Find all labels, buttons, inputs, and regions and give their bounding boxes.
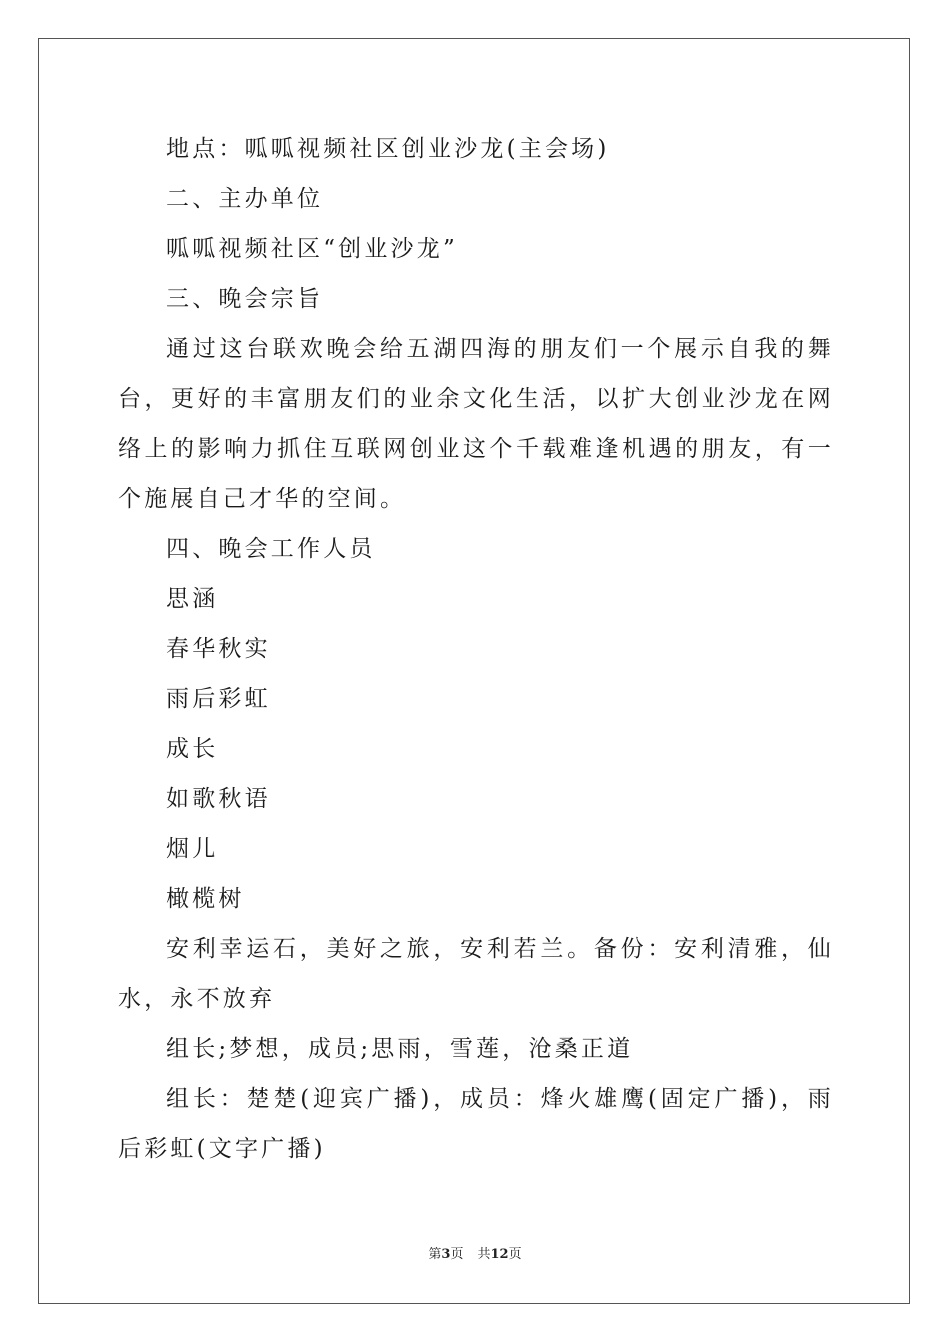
heading-staff: 四、晚会工作人员 [166, 536, 376, 562]
paragraph-team-b: 组长：楚楚(迎宾广播)，成员：烽火雄鹰(固定广播)，雨后彩虹(文字广播) [118, 1086, 834, 1162]
footer-total-suffix: 页 [508, 1247, 522, 1262]
page-footer [0, 1246, 950, 1264]
paragraph-staff-list: 安利幸运石，美好之旅，安利若兰。备份：安利清雅，仙水，永不放弃 [118, 936, 834, 1012]
staff-item: 橄榄树 [166, 886, 245, 912]
footer-page-number: 3 [441, 1247, 451, 1262]
staff-item: 思涵 [166, 586, 219, 612]
staff-item: 烟儿 [166, 836, 219, 862]
staff-item: 成长 [166, 736, 219, 762]
staff-item: 雨后彩虹 [166, 686, 271, 712]
footer-page-prefix: 第 [428, 1247, 442, 1262]
footer-page-suffix: 页 [450, 1247, 464, 1262]
paragraph-organizer: 呱呱视频社区“创业沙龙” [166, 236, 458, 262]
heading-organizer: 二、主办单位 [166, 186, 324, 212]
paragraph-team-a: 组长;梦想，成员;思雨，雪莲，沧桑正道 [166, 1036, 634, 1062]
heading-purpose: 三、晚会宗旨 [166, 286, 324, 312]
footer-total-pages: 12 [490, 1247, 509, 1262]
document-body [118, 124, 834, 1174]
staff-item: 春华秋实 [166, 636, 271, 662]
paragraph-purpose: 通过这台联欢晚会给五湖四海的朋友们一个展示自我的舞台，更好的丰富朋友们的业余文化生活，以扩大创业沙龙在网络上的影响力抓住互联网创业这个千载难逢机遇的朋友，有一个施展自己才华的空间。 [118, 336, 834, 512]
footer-total-prefix: 共 [477, 1247, 491, 1262]
paragraph-location: 地点：呱呱视频社区创业沙龙(主会场) [166, 136, 610, 162]
staff-item: 如歌秋语 [166, 786, 271, 812]
